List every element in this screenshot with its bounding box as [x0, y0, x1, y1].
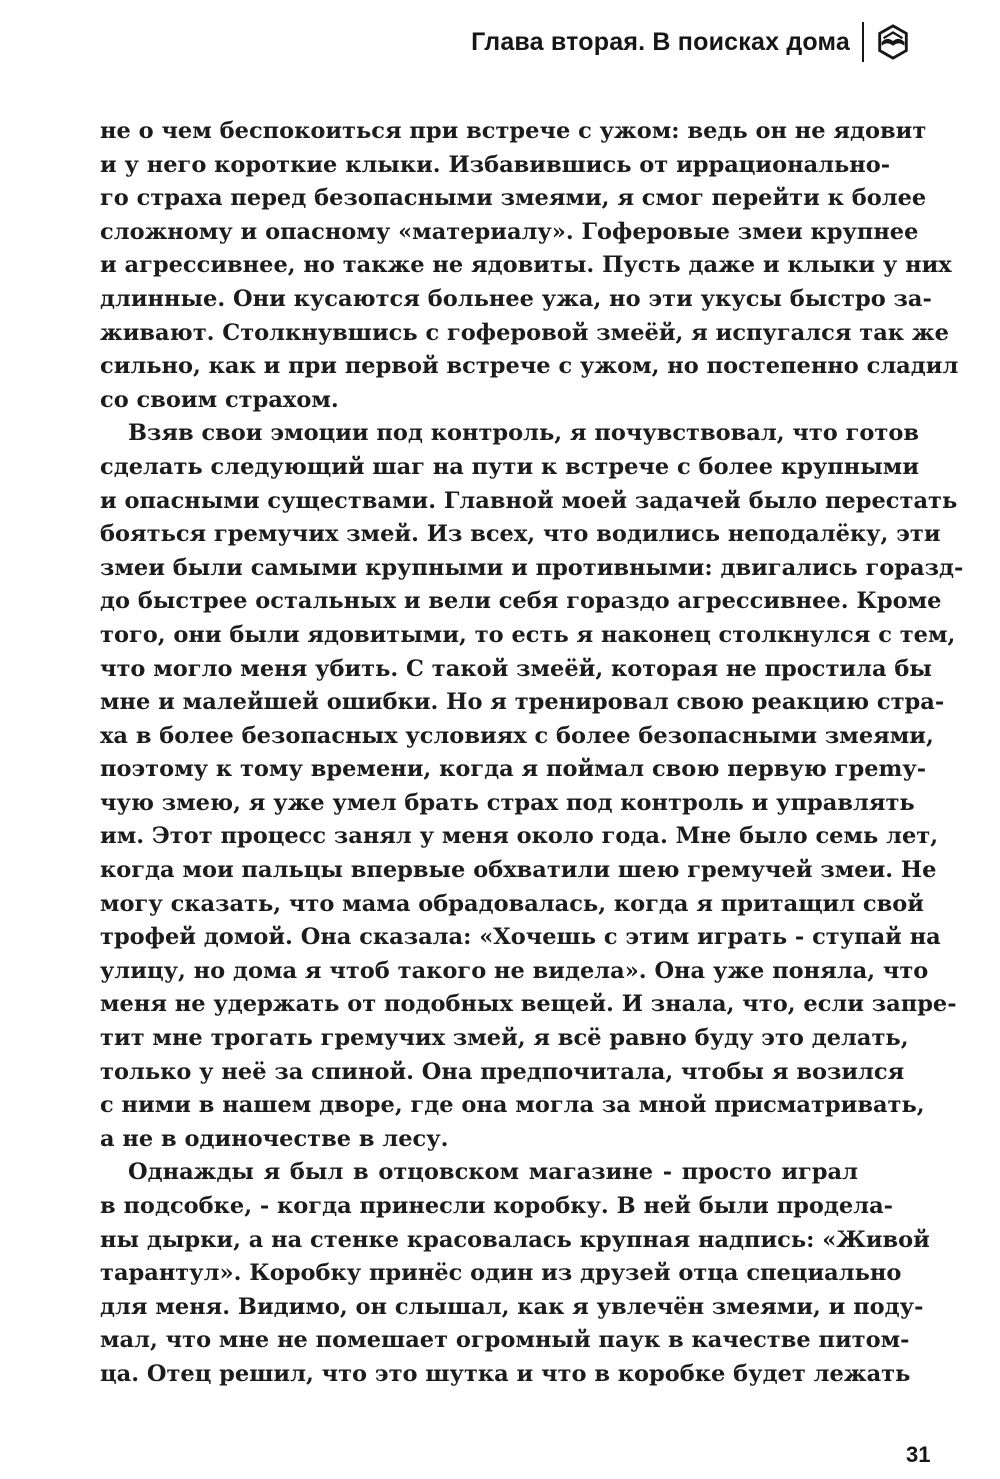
text-line: змеи были самыми крупными и противными: двигались горазд- [100, 554, 964, 581]
header-divider [862, 22, 864, 62]
text-line: улицу, но дома я чтоб такого не видела». Она уже поняла, что [100, 957, 929, 984]
text-line: и у него короткие клыки. Избавившись от иррационально- [100, 151, 891, 178]
text-line: сильно, как и при первой встрече с ужом, но постепенно сладил [100, 353, 959, 380]
text-line: тарантул». Коробку принёс один из друзей отца специально [100, 1260, 902, 1287]
text-line: ха в более безопасных условиях с более безопасными змеями, [100, 722, 934, 749]
text-line: им. Этот процесс занял у меня около года. Мне было семь лет, [100, 823, 939, 850]
text-line: тит мне трогать гремучих змей, я всё равно буду это делать, [100, 1025, 909, 1052]
text-line: ны дырки, а на стенке красовалась крупная надпись: «Живой [100, 1226, 930, 1253]
chapter-title: Глава вторая. В поисках дома [471, 27, 850, 56]
text-line: а не в одиночестве в лесу. [100, 1125, 449, 1152]
text-line: ца. Отец решил, что это шутка и что в коробке будет лежать [100, 1360, 911, 1387]
text-line: и опасными существами. Главной моей задачей было перестать [100, 487, 958, 514]
text-line: бояться гремучих змей. Из всех, что водились неподалёку, эти [100, 521, 941, 548]
text-line: того, они были ядовитыми, то есть я наконец столкнулся с тем, [100, 621, 956, 648]
text-line: длинные. Они кусаются больнее ужа, но эти укусы быстро за- [100, 285, 932, 312]
text-line: го страха перед безопасными змеями, я смог перейти к более [100, 185, 927, 212]
text-line: что могло меня убить. С такой змеёй, которая не простила бы [100, 655, 932, 682]
text-line: живают. Столкнувшись с гоферовой змеёй, я испугался так же [100, 319, 949, 346]
text-line: для меня. Видимо, он слышал, как я увлечён змеями, и поду- [100, 1293, 924, 1320]
text-line: могу сказать, что мама обрадовалась, когда я притащил свой [100, 890, 924, 917]
text-line: в подсобке, - когда принесли коробку. В ней были продела- [100, 1193, 893, 1219]
page-number: 31 [906, 1442, 931, 1467]
book-logo-icon [874, 23, 912, 61]
page-body-text [100, 115, 964, 1392]
text-line: трофей домой. Она сказала: «Хочешь с этим играть - ступай на [100, 924, 941, 951]
text-line: меня не удержать от подобных вещей. И знала, что, если запре- [100, 991, 957, 1018]
text-line: сделать следующий шаг на пути к встрече с более крупными [100, 453, 920, 480]
text-line: Взяв свои эмоции под контроль, я почувствовал, что готов [128, 420, 920, 447]
text-line: когда мои пальцы впервые обхватили шею гремучей змеи. Не [100, 857, 937, 884]
text-line: поэтому к тому времени, когда я поймал свою первую греmу- [100, 756, 927, 783]
text-line: и агрессивнее, но также не ядовиты. Пусть даже и клыки у них [100, 252, 952, 279]
text-line: мне и малейшей ошибки. Но я тренировал свою реакцию стра- [100, 689, 945, 716]
text-line: до быстрее остальных и вели себя гораздо агрессивнее. Кроме [100, 588, 942, 615]
text-line: чую змею, я уже умел брать страх под контроль и управлять [100, 789, 915, 816]
text-line: мал, что мне не помешает огромный паук в качестве питом- [100, 1327, 910, 1354]
text-line: только у неё за спиной. Она предпочитала, чтобы я возился [100, 1058, 905, 1085]
text-line: Однажды я был в отцовском магазине - просто играл [128, 1159, 858, 1186]
text-line: со своим страхом. [100, 386, 339, 413]
running-header [471, 20, 912, 64]
text-line: не о чем беспокоиться при встрече с ужом: ведь он не ядовит [100, 118, 927, 144]
text-line: с ними в нашем дворе, где она могла за мной присматривать, [100, 1092, 925, 1119]
text-line: сложному и опасному «материалу». Гоферовые змеи крупнее [100, 218, 919, 245]
